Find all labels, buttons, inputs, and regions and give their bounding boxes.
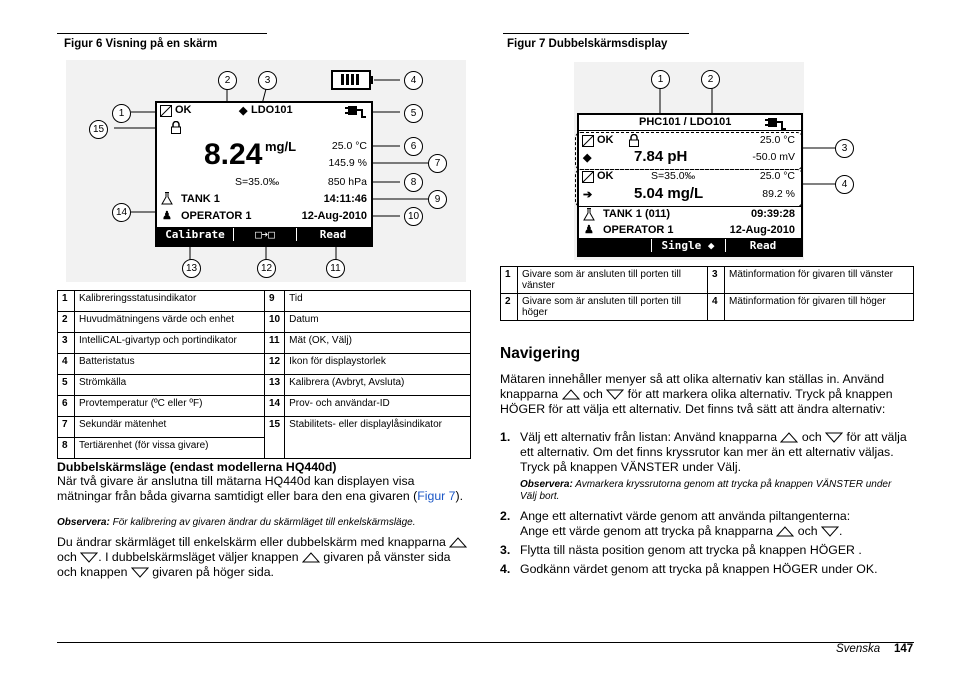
lock-icon xyxy=(171,121,181,134)
right-port-arrow-icon: ➔ xyxy=(583,189,593,201)
left-status: OK xyxy=(597,134,614,146)
time: 14:11:46 xyxy=(323,193,367,205)
step1-note: Observera: Avmarkera kryssrutorna genom att trycka på knappen VÄNSTER under Välj bort. xyxy=(520,479,892,502)
main-value: 8.24 xyxy=(204,138,263,171)
callout-4: 4 xyxy=(835,175,854,194)
table-row: 7 Sekundär mätenhet 15 Stabilitets- eller displaylåsindikator xyxy=(58,417,471,438)
probe-id: LDO101 xyxy=(251,104,293,116)
up-arrow-icon xyxy=(449,537,467,548)
step4-number: 4. xyxy=(500,562,511,576)
table-row: 2 Huvudmätningens värde och enhet 10 Datum xyxy=(58,312,471,333)
port-arrow-icon: ◆ xyxy=(239,105,248,117)
operator-icon: ♟ xyxy=(162,210,172,222)
down-arrow-icon xyxy=(131,567,149,578)
left-temp: 25.0 °C xyxy=(759,134,795,146)
flask-icon xyxy=(161,192,173,205)
up-arrow-icon xyxy=(780,432,798,443)
callout-5: 5 xyxy=(404,104,423,123)
step2-text: Ange ett alternativt värde genom att använda piltangenterna: Ange ett värde genom att trycka på knapparna och . xyxy=(520,509,851,538)
softkey-read[interactable]: Read xyxy=(725,239,800,252)
power-plug-icon xyxy=(345,104,367,118)
right-value: 5.04 mg/L xyxy=(634,185,704,202)
step3-number: 3. xyxy=(500,543,511,557)
callout-10: 10 xyxy=(404,207,423,226)
callout-6: 6 xyxy=(404,137,423,156)
dual-display-screen xyxy=(577,113,803,257)
figure7-caption: Figur 7 Dubbelskärmsdisplay xyxy=(507,38,668,50)
time: 09:39:28 xyxy=(750,208,795,220)
date: 12-Aug-2010 xyxy=(729,224,795,236)
salinity-value: S=35.0‰ xyxy=(235,176,280,188)
callout-2: 2 xyxy=(701,70,720,89)
lock-icon xyxy=(629,134,639,147)
dual-mode-heading: Dubbelskärmsläge (endast modellerna HQ440d) xyxy=(57,460,337,474)
single-display-screen xyxy=(155,101,373,247)
power-plug-icon xyxy=(765,116,787,130)
footer-language: Svenska xyxy=(836,643,881,655)
left-value: 7.84 pH xyxy=(634,148,688,165)
softkey-display-size[interactable]: □➔□ xyxy=(233,228,297,241)
right-temp: 25.0 °C xyxy=(759,170,795,182)
table-row: 8 Tertiärenhet (för vissa givare) xyxy=(58,438,471,459)
step1-text: Välj ett alternativ från listan: Använd knapparna och för att välja ett alternativ. Om det finns kryssrutor kan mer än ett alternativ väljas. Tryck på knappen VÄNSTER under Välj. xyxy=(520,430,907,474)
callout-3: 3 xyxy=(835,139,854,158)
right-salinity: S=35.0‰ xyxy=(651,170,696,182)
up-arrow-icon xyxy=(302,552,320,563)
down-arrow-icon xyxy=(825,432,843,443)
calibration-status-icon xyxy=(582,171,594,183)
callout-2: 2 xyxy=(218,71,237,90)
flask-icon xyxy=(583,208,595,221)
page-number: 147 xyxy=(894,643,914,655)
callout-15: 15 xyxy=(89,120,108,139)
dual-title: PHC101 / LDO101 xyxy=(639,116,732,128)
calibration-status-icon xyxy=(582,135,594,147)
footer-rule xyxy=(57,642,914,643)
callout-11: 11 xyxy=(326,259,345,278)
navigation-intro: Mätaren innehåller menyer så att olika alternativ kan ställas in. Använd knapparna och för att markera olika alternativ. Tryck på knappen HÖGER för att välja ett alternativ. Det finns två sätt att ändra alternativ: xyxy=(500,372,893,416)
down-arrow-icon xyxy=(821,526,839,537)
callout-4: 4 xyxy=(404,71,423,90)
header-rule-left xyxy=(57,33,267,34)
dual-mode-note: Observera: För kalibrering av givaren ändrar du skärmläget till enkelskärmsläge. xyxy=(57,517,416,528)
callout-12: 12 xyxy=(257,259,276,278)
softkey-calibrate[interactable]: Calibrate xyxy=(165,228,225,241)
table-row: 1 Givare som är ansluten till porten till vänster 3 Mätinformation för givaren till vänster xyxy=(501,267,914,294)
dual-mode-instructions: Du ändrar skärmläget till enkelskärm eller dubbelskärm med knapparna och . I dubbelskärmsläget väljer knappen givaren på vänster sida och knappen givaren på höger sida. xyxy=(57,535,471,580)
callout-9: 9 xyxy=(428,190,447,209)
header-rule-right xyxy=(503,33,689,34)
navigation-heading: Navigering xyxy=(500,345,581,362)
step1-number: 1. xyxy=(500,430,511,444)
temperature: 25.0 °C xyxy=(331,140,367,152)
callout-3: 3 xyxy=(258,71,277,90)
table-row: 3 IntelliCAL-givartyp och portindikator 11 Mät (OK, Välj) xyxy=(58,333,471,354)
softkey-read[interactable]: Read xyxy=(319,228,347,241)
step3-text: Flytta till nästa position genom att trycka på knappen HÖGER . xyxy=(520,543,862,557)
callout-13: 13 xyxy=(182,259,201,278)
step4-text: Godkänn värdet genom att trycka på knappen HÖGER under OK. xyxy=(520,562,878,576)
operator-id: OPERATOR 1 xyxy=(603,224,674,236)
left-port-arrow-icon: ◆ xyxy=(583,152,592,164)
table-row: 6 Provtemperatur (ºC eller ºF) 14 Prov- och användar-ID xyxy=(58,396,471,417)
sample-id: TANK 1 xyxy=(181,193,220,205)
up-arrow-icon xyxy=(776,526,794,537)
callout-14: 14 xyxy=(112,203,131,222)
figure6-caption: Figur 6 Visning på en skärm xyxy=(64,38,218,50)
up-arrow-icon xyxy=(562,389,580,400)
callout-7: 7 xyxy=(428,154,447,173)
figure7-link[interactable]: Figur 7 xyxy=(417,489,456,503)
date: 12-Aug-2010 xyxy=(301,210,367,222)
secondary-value: 145.9 % xyxy=(328,157,367,169)
sample-id: TANK 1 (011) xyxy=(603,208,671,220)
right-percent: 89.2 % xyxy=(762,188,795,200)
callout-1: 1 xyxy=(112,104,131,123)
table-row: 4 Batteristatus 12 Ikon för displaystorlek xyxy=(58,354,471,375)
right-status: OK xyxy=(597,170,614,182)
table-row: 2 Givare som är ansluten till porten till höger 4 Mätinformation för givaren till höger xyxy=(501,294,914,321)
status-text: OK xyxy=(175,104,192,116)
figure6-legend-table xyxy=(57,290,471,459)
operator-id: OPERATOR 1 xyxy=(181,210,252,222)
figure7-legend-table xyxy=(500,266,914,321)
pressure-value: 850 hPa xyxy=(327,176,367,188)
down-arrow-icon xyxy=(80,552,98,563)
callout-1: 1 xyxy=(651,70,670,89)
table-row: 5 Strömkälla 13 Kalibrera (Avbryt, Avsluta) xyxy=(58,375,471,396)
softkey-single[interactable]: Single ◆ xyxy=(651,239,724,252)
table-row: 1 Kalibreringsstatusindikator 9 Tid xyxy=(58,291,471,312)
callout-8: 8 xyxy=(404,173,423,192)
down-arrow-icon xyxy=(606,389,624,400)
softkey-bar xyxy=(579,238,801,255)
softkey-bar xyxy=(157,227,371,245)
step2-number: 2. xyxy=(500,509,511,523)
left-mv: -50.0 mV xyxy=(752,151,795,163)
dual-mode-paragraph: När två givare är anslutna till mätarna HQ440d kan displayen visa mätningar från båda givarna samtidigt eller bara den ena givaren (Figur 7). xyxy=(57,474,464,503)
operator-icon: ♟ xyxy=(584,224,594,236)
main-unit: mg/L xyxy=(265,139,297,154)
calibration-status-icon xyxy=(160,105,172,117)
